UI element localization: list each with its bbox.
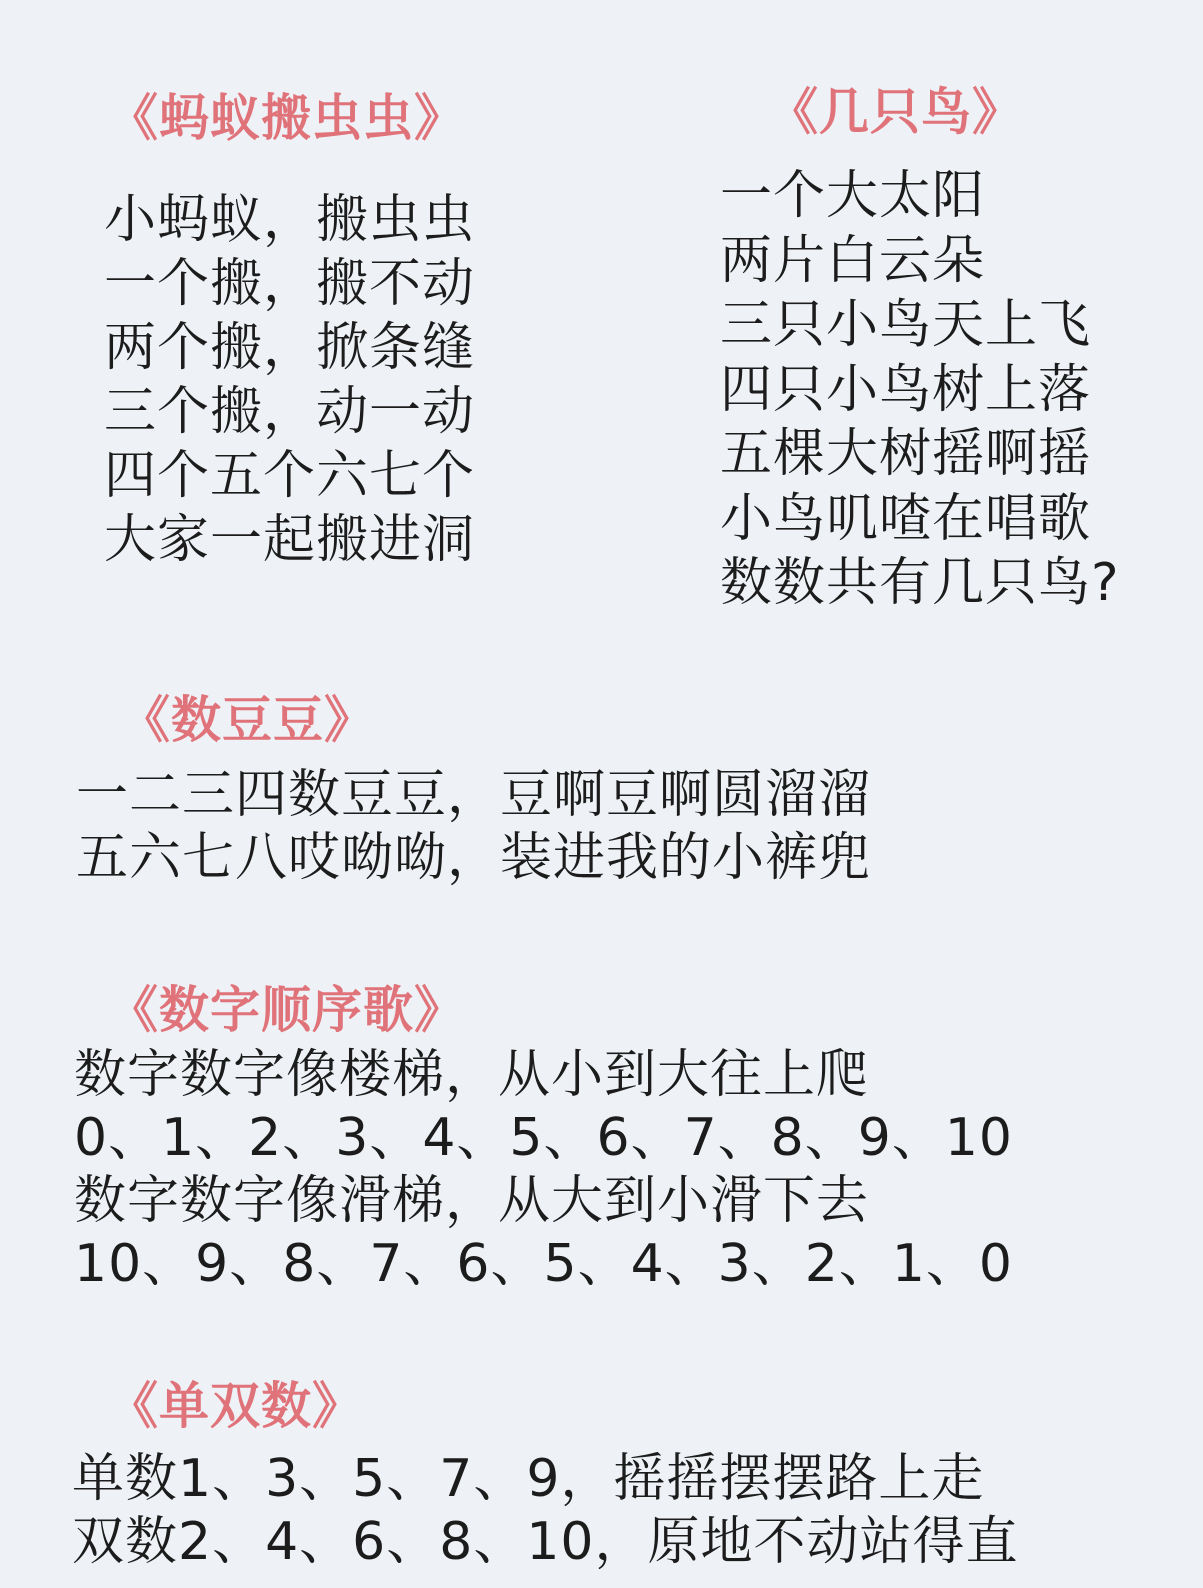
poem-line: 数数共有几只鸟? <box>720 553 1120 613</box>
poem-line: 小鸟叽喳在唱歌 <box>720 488 1092 549</box>
poem-how-many-birds <box>720 82 1120 616</box>
poem-line: 四个五个六七个 <box>104 446 476 506</box>
poem-line: 小蚂蚁，搬虫虫 <box>104 190 476 250</box>
poem-title: 《蚂蚁搬虫虫》 <box>108 89 465 147</box>
poem-line: 单数1、3、5、7、9，摇摇摆摆路上走 <box>72 1449 985 1509</box>
poem-line: 数字数字像滑梯，从大到小滑下去 <box>74 1171 870 1231</box>
poem-line: 四只小鸟树上落 <box>720 359 1092 420</box>
poem-line: 数字数字像楼梯，从小到大往上爬 <box>74 1045 870 1105</box>
poem-number-order-song <box>74 980 1013 1296</box>
poem-title: 《数字顺序歌》 <box>108 981 465 1039</box>
poem-line: 两片白云朵 <box>720 230 986 291</box>
poem-ant-carry-bugs <box>104 88 475 572</box>
poem-line: 五棵大树摇啊摇 <box>720 424 1092 484</box>
poem-line: 0、1、2、3、4、5、6、7、8、9、10 <box>74 1108 1014 1168</box>
poem-title: 《单双数》 <box>108 1377 363 1435</box>
poem-line: 10、9、8、7、6、5、4、3、2、1、0 <box>74 1234 1014 1294</box>
poem-line: 一个搬，搬不动 <box>104 254 476 314</box>
poem-title: 《数豆豆》 <box>120 691 375 749</box>
poem-title: 《几只鸟》 <box>768 83 1023 141</box>
poem-line: 双数2、4、6、8、10，原地不动站得直 <box>72 1512 1019 1572</box>
poem-line: 三只小鸟天上飞 <box>720 295 1092 355</box>
poem-line: 三个搬，动一动 <box>104 382 476 442</box>
poem-odd-even-numbers <box>72 1376 1019 1574</box>
poem-line: 一个大太阳 <box>720 166 986 226</box>
poem-line: 五六七八哎呦呦，装进我的小裤兜 <box>76 828 872 888</box>
poem-line: 一二三四数豆豆，豆啊豆啊圆溜溜 <box>76 765 872 825</box>
poem-line: 大家一起搬进洞 <box>104 510 476 570</box>
poem-count-beans <box>76 690 871 890</box>
poem-line: 两个搬，掀条缝 <box>104 318 476 378</box>
